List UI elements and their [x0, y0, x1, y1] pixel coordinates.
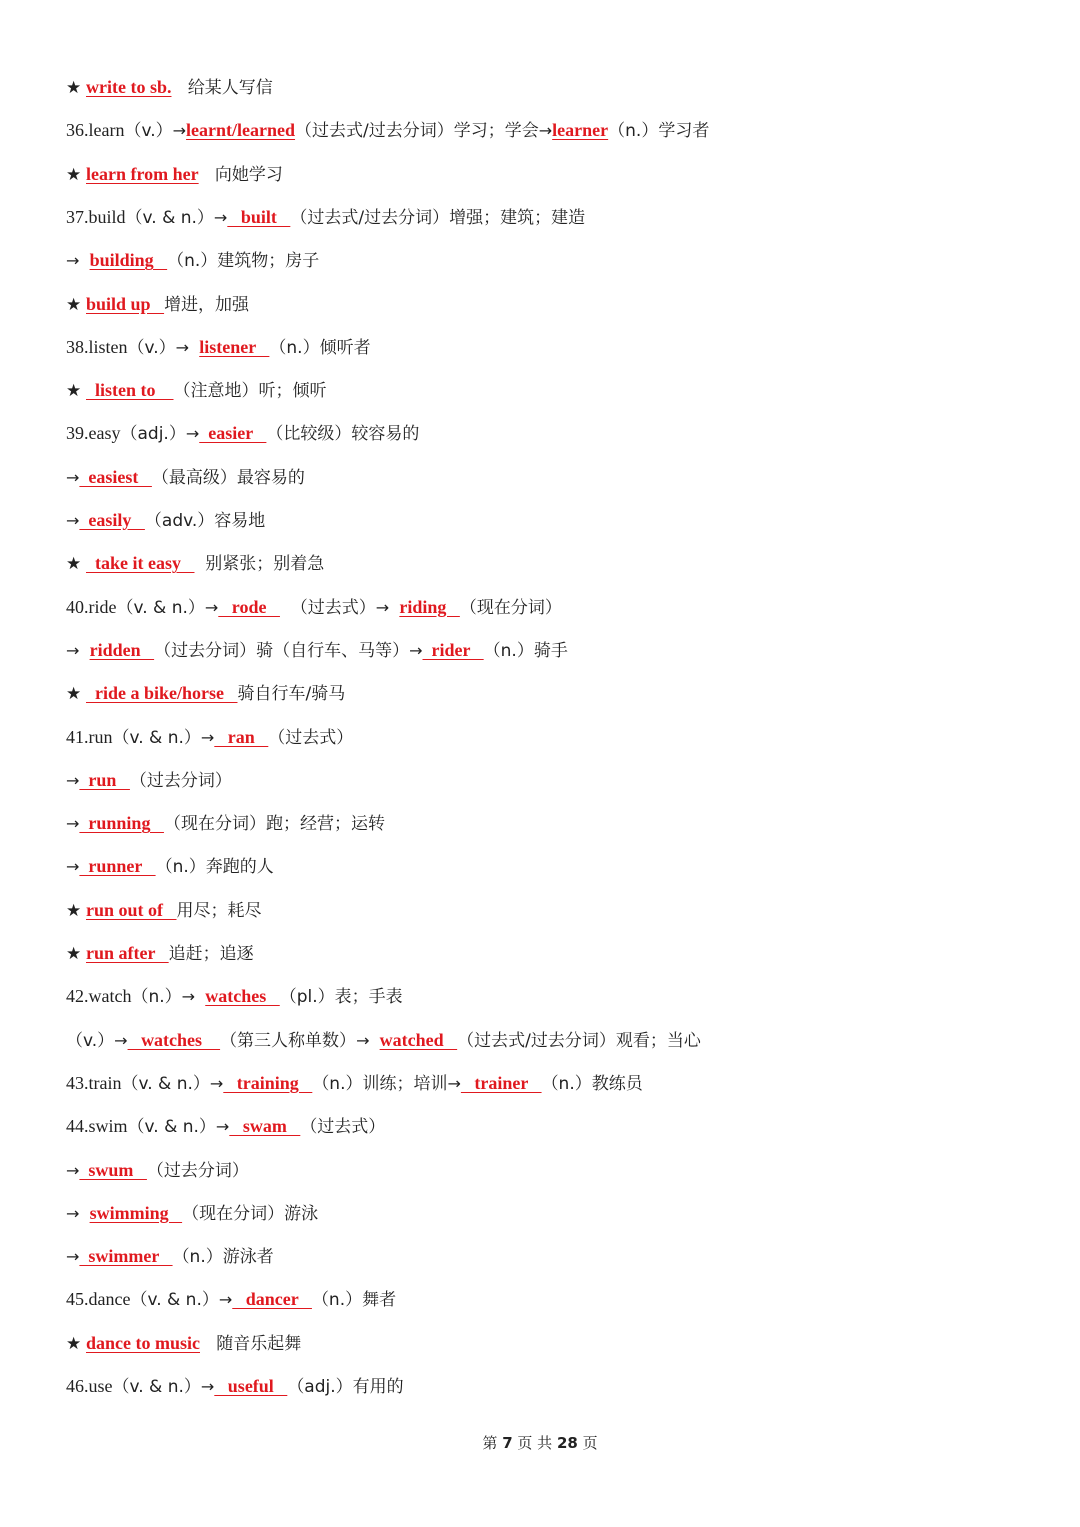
headword: 40.ride: [66, 596, 117, 617]
definition-text: （v. & n.）: [112, 727, 201, 748]
headword: 39.easy: [66, 423, 121, 444]
current-page-number: 7: [502, 1434, 513, 1452]
arrow-icon: →: [114, 1030, 128, 1050]
answer-word: watched: [379, 1029, 458, 1050]
answer-word: swimmer: [79, 1246, 173, 1267]
definition-text: （v. & n.）: [121, 1073, 210, 1094]
headword: 45.dance: [66, 1289, 131, 1310]
definition-text: （过去分词）: [129, 770, 232, 791]
definition-text: （v. & n.）: [130, 1290, 219, 1311]
definition-text: 增进，加强: [164, 294, 250, 315]
answer-word: useful: [214, 1376, 288, 1396]
vocab-line: [66, 548, 1040, 578]
vocab-line: [66, 981, 1040, 1011]
definition-text: （过去式/过去分词）观看；当心: [457, 1030, 701, 1051]
footer-mid: 页 共: [512, 1434, 557, 1452]
definition-text: （第三人称单数）: [220, 1030, 357, 1051]
answer-word: running: [79, 813, 164, 834]
definition-text: （n.）学习者: [608, 121, 710, 142]
definition-text: （n.）奔跑的人: [155, 857, 274, 878]
vocab-line: [66, 678, 1040, 708]
definition-text: （adj.）: [120, 424, 186, 445]
answer-word: swum: [79, 1159, 147, 1180]
definition-text: （n.）倾听者: [269, 337, 371, 358]
definition-text: 追赶；追逐: [168, 944, 254, 964]
definition-text: （pl.）表；手表: [279, 987, 403, 1008]
vocab-line: [66, 1068, 1040, 1098]
total-page-count: 28: [556, 1434, 578, 1452]
definition-text: （现在分词）跑；经营；运转: [163, 814, 385, 835]
headword: 41.run: [66, 726, 113, 747]
answer-word: training: [223, 1072, 313, 1093]
definition-text: （n.）建筑物；房子: [167, 251, 320, 272]
vocab-line: [66, 722, 1040, 752]
definition-text: （n.）骑手: [483, 640, 568, 661]
definition-text: （v. & n.）: [112, 1377, 201, 1397]
headword: 38.listen: [66, 336, 128, 357]
vocab-line: [66, 505, 1040, 535]
vocab-line: [66, 1025, 1040, 1055]
arrow-icon: →: [375, 597, 400, 617]
arrow-icon: →: [66, 640, 90, 660]
answer-word: runner: [79, 856, 156, 877]
arrow-icon: →: [538, 121, 553, 141]
answer-word: learn from her: [86, 163, 199, 184]
vocab-line: [66, 462, 1040, 492]
definition-text: （过去式）: [300, 1117, 386, 1138]
answer-word: dancer: [232, 1289, 312, 1310]
footer-suffix: 页: [577, 1434, 598, 1452]
headword: 44.swim: [66, 1116, 128, 1137]
vocab-line: [66, 765, 1040, 795]
answer-word: swam: [229, 1116, 301, 1137]
definition-text: （n.）舞者: [311, 1290, 397, 1311]
definition-text: （n.）: [131, 987, 182, 1008]
vocab-line: [66, 851, 1040, 881]
vocab-line: [66, 592, 1040, 622]
arrow-icon: →: [175, 337, 200, 357]
answer-word: rode: [218, 596, 280, 617]
arrow-icon: →: [66, 857, 80, 877]
vocab-line: [66, 289, 1040, 319]
star-icon: ★: [66, 1333, 87, 1354]
arrow-icon: →: [447, 1073, 461, 1093]
definition-text: （过去式/过去分词）增强；建筑；建造: [290, 207, 586, 228]
definition-text: （过去式/过去分词）学习；学会: [295, 121, 539, 142]
vocab-line: [66, 895, 1040, 925]
definition-text: （v. & n.）: [116, 597, 205, 618]
answer-word: learner: [552, 120, 609, 141]
headword: 46.use: [66, 1376, 113, 1396]
vocab-line: [66, 159, 1040, 189]
arrow-icon: →: [204, 597, 219, 617]
definition-text: （现在分词）: [459, 597, 562, 618]
answer-word: swimming: [89, 1202, 183, 1223]
arrow-icon: →: [200, 1377, 215, 1396]
arrow-icon: →: [215, 1117, 230, 1137]
vocab-line: [66, 1155, 1040, 1185]
arrow-icon: →: [66, 1203, 90, 1223]
vocab-line: [66, 635, 1040, 665]
arrow-icon: →: [356, 1030, 380, 1050]
arrow-icon: →: [66, 511, 80, 530]
definition-text: 随音乐起舞: [200, 1333, 302, 1354]
definition-text: 用尽；耗尽: [176, 900, 262, 921]
vocab-line: [66, 1371, 1040, 1401]
answer-word: ran: [214, 726, 269, 747]
headword: 42.watch: [66, 986, 132, 1007]
definition-text: （注意地）听；倾听: [173, 381, 327, 402]
answer-word: run after: [86, 943, 169, 963]
star-icon: ★: [66, 294, 87, 315]
arrow-icon: →: [66, 1160, 80, 1180]
headword: 43.train: [66, 1072, 122, 1093]
definition-text: （最高级）最容易的: [151, 467, 305, 488]
answer-word: built: [227, 206, 291, 227]
definition-text: （n.）训练；培训: [312, 1073, 448, 1094]
vocab-line: [66, 418, 1040, 448]
star-icon: ★: [66, 78, 87, 98]
definition-text: （v.）: [124, 121, 173, 142]
arrow-icon: →: [66, 467, 80, 487]
answer-word: write to sb.: [86, 77, 172, 97]
arrow-icon: →: [213, 207, 228, 227]
vocab-line: [66, 115, 1040, 145]
definition-text: （过去分词）骑（自行车、马等）: [154, 640, 410, 661]
answer-word: watches: [205, 986, 280, 1007]
headword: 37.build: [66, 206, 126, 227]
answer-word: build up: [86, 293, 165, 314]
vocab-line: [66, 938, 1040, 968]
answer-word: run out of: [86, 899, 177, 920]
arrow-icon: →: [66, 1247, 80, 1267]
arrow-icon: →: [172, 121, 187, 141]
arrow-icon: →: [200, 727, 215, 747]
arrow-icon: →: [66, 251, 90, 271]
answer-word: building: [89, 250, 168, 271]
definition-text: （v.）: [66, 1030, 115, 1051]
definition-text: （比较级）较容易的: [266, 424, 420, 445]
star-icon: ★: [66, 381, 82, 402]
arrow-icon: →: [209, 1073, 224, 1093]
definition-text: （过去式）: [268, 727, 354, 748]
definition-text: （现在分词）游泳: [182, 1203, 319, 1224]
vocab-line: [66, 332, 1040, 362]
vocab-line: [66, 1328, 1040, 1358]
definition-text: 给某人写信: [171, 78, 273, 98]
definition-text: 别紧张；别着急: [194, 554, 325, 575]
definition-text: 向她学习: [198, 164, 283, 185]
vocab-line: [66, 1111, 1040, 1141]
answer-word: watches: [127, 1029, 221, 1050]
arrow-icon: →: [181, 987, 206, 1007]
answer-word: ride a bike/horse: [86, 683, 238, 704]
vocab-line: [66, 72, 1040, 102]
star-icon: ★: [66, 684, 82, 705]
definition-text: （v.）: [127, 337, 176, 358]
arrow-icon: →: [66, 770, 80, 790]
answer-word: take it easy: [86, 553, 195, 574]
answer-word: listen to: [86, 380, 174, 401]
vocab-line: [66, 202, 1040, 232]
answer-word: easier: [199, 423, 267, 444]
footer-prefix: 第: [482, 1434, 503, 1452]
answer-word: listener: [199, 336, 270, 357]
page-footer: [0, 1432, 1080, 1453]
answer-word: rider: [422, 639, 484, 660]
answer-word: ridden: [89, 639, 155, 660]
arrow-icon: →: [185, 424, 200, 444]
definition-text: （n.）游泳者: [172, 1247, 274, 1268]
arrow-icon: →: [409, 640, 423, 660]
vocab-line: [66, 375, 1040, 405]
answer-word: easiest: [79, 466, 152, 487]
definition-text: 骑自行车/骑马: [237, 684, 346, 705]
definition-text: （adv.）容易地: [144, 511, 266, 531]
headword: 36.learn: [66, 120, 125, 141]
definition-text: （v. & n.）: [125, 207, 214, 228]
arrow-icon: →: [66, 814, 80, 834]
vocab-line: [66, 245, 1040, 275]
vocab-line: [66, 1284, 1040, 1314]
answer-word: run: [79, 769, 130, 790]
vocab-line: [66, 808, 1040, 838]
arrow-icon: →: [218, 1290, 233, 1310]
star-icon: ★: [66, 944, 87, 964]
definition-text: （v. & n.）: [127, 1117, 216, 1138]
answer-word: learnt/learned: [186, 120, 296, 141]
definition-text: （adj.）有用的: [287, 1377, 404, 1397]
answer-word: riding: [399, 596, 460, 617]
answer-word: dance to music: [86, 1332, 200, 1353]
star-icon: ★: [66, 900, 87, 921]
vocab-line: [66, 1241, 1040, 1271]
definition-text: （过去分词）: [146, 1160, 249, 1181]
answer-word: easily: [79, 510, 145, 530]
answer-word: trainer: [460, 1072, 542, 1093]
vocab-line: [66, 1198, 1040, 1228]
star-icon: ★: [66, 554, 82, 575]
definition-text: （n.）教练员: [541, 1073, 643, 1094]
star-icon: ★: [66, 164, 87, 185]
definition-text: （过去式）: [279, 597, 376, 618]
